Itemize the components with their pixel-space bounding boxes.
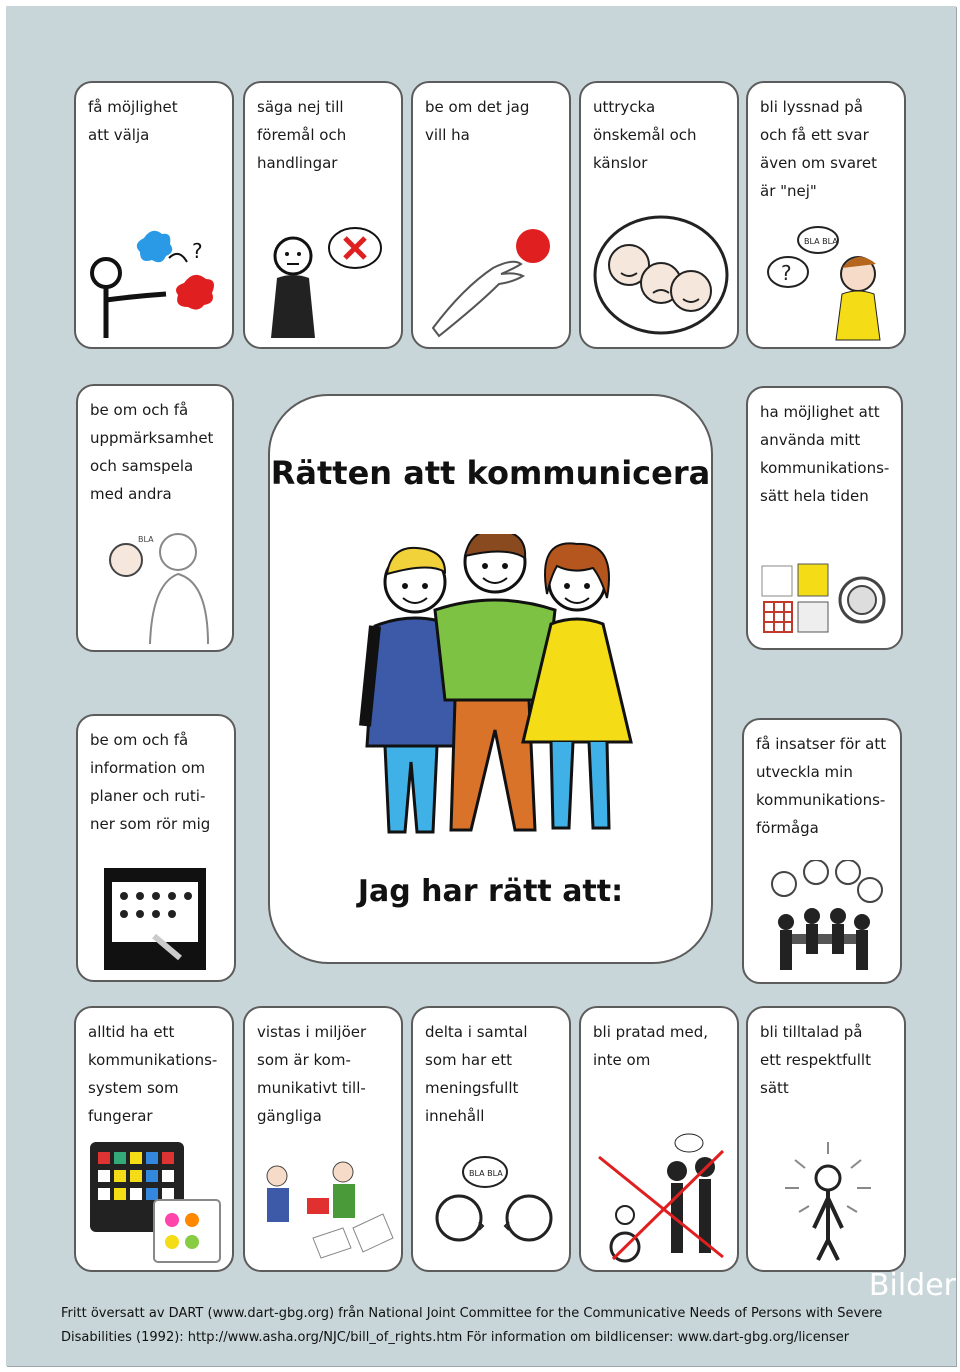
poster-background <box>6 6 956 1366</box>
card-system <box>74 1006 234 1272</box>
choose-color-icon <box>84 218 229 343</box>
card-text: bli lyssnad på och få ett svar även om svaret är "nej" <box>760 98 877 200</box>
card-text: få insatser för att utveckla min kommunikations- förmåga <box>756 735 887 837</box>
card-text: ha möjlighet att använda mitt kommunikations- sätt hela tiden <box>760 403 890 505</box>
card-ask-want <box>411 81 571 349</box>
attention-icon <box>98 526 218 646</box>
card-choose <box>74 81 234 349</box>
svg-text:?: ? <box>192 239 203 263</box>
page-subtitle: Jag har rätt att: <box>357 874 624 909</box>
svg-text:?: ? <box>781 261 792 285</box>
card-text: be om det jag vill ha <box>425 98 530 144</box>
talked-about-crossed-icon <box>593 1133 733 1263</box>
card-attention <box>76 384 234 652</box>
page-title: Rätten att kommunicera <box>270 454 711 492</box>
conversation-icon <box>431 1148 556 1263</box>
svg-text:BLA: BLA <box>138 535 154 544</box>
card-information <box>76 714 236 982</box>
card-text: delta i samtal som har ett meningsfullt innehåll <box>425 1023 528 1125</box>
svg-text:BLA BLA: BLA BLA <box>804 237 838 246</box>
card-communication-method <box>746 386 903 650</box>
card-text: säga nej till föremål och handlingar <box>257 98 347 172</box>
say-no-icon <box>255 218 395 343</box>
card-respect <box>746 1006 906 1272</box>
card-talked-with <box>579 1006 739 1272</box>
listen-answer-icon <box>758 218 898 343</box>
reach-ball-icon <box>423 218 563 343</box>
card-conversation <box>411 1006 571 1272</box>
card-text: bli tilltalad på ett respektfullt sätt <box>760 1023 871 1097</box>
watermark: Bilder <box>868 1268 956 1303</box>
communication-device-icon <box>88 1138 234 1268</box>
card-develop <box>742 718 902 984</box>
card-text: be om och få information om planer och ruti- ner som rör mig <box>90 731 211 833</box>
feelings-faces-icon <box>591 213 731 343</box>
footer-credits: Fritt översatt av DART (www.dart-gbg.org) från National Joint Committee for the Communicative Needs of Persons with Severe Disabilities (1992): http://www.asha.org/NJC/bill_of_rights.htm För information om bildlicenser: www.dart-gbg.org/licenser <box>61 1306 883 1345</box>
card-text: vistas i miljöer som är kom- munikativt till- gängliga <box>257 1023 367 1125</box>
card-text: alltid ha ett kommunikations- system som fungerar <box>88 1023 218 1125</box>
card-text: bli pratad med, inte om <box>593 1023 708 1069</box>
card-express <box>579 81 739 349</box>
accessible-environment-icon <box>253 1158 398 1268</box>
svg-text:BLA BLA: BLA BLA <box>469 1169 503 1178</box>
card-environment <box>243 1006 403 1272</box>
card-say-no <box>243 81 403 349</box>
communication-tools-icon <box>758 560 893 640</box>
center-panel <box>268 394 713 964</box>
schedule-board-icon <box>104 868 206 970</box>
card-text: be om och få uppmärksamhet och samspela med andra <box>90 401 214 503</box>
three-people-illustration <box>355 534 635 834</box>
card-text: få möjlighet att välja <box>88 98 178 144</box>
card-text: uttrycka önskemål och känslor <box>593 98 697 172</box>
card-listened <box>746 81 906 349</box>
meeting-icon <box>758 860 888 975</box>
respect-person-icon <box>773 1138 883 1263</box>
